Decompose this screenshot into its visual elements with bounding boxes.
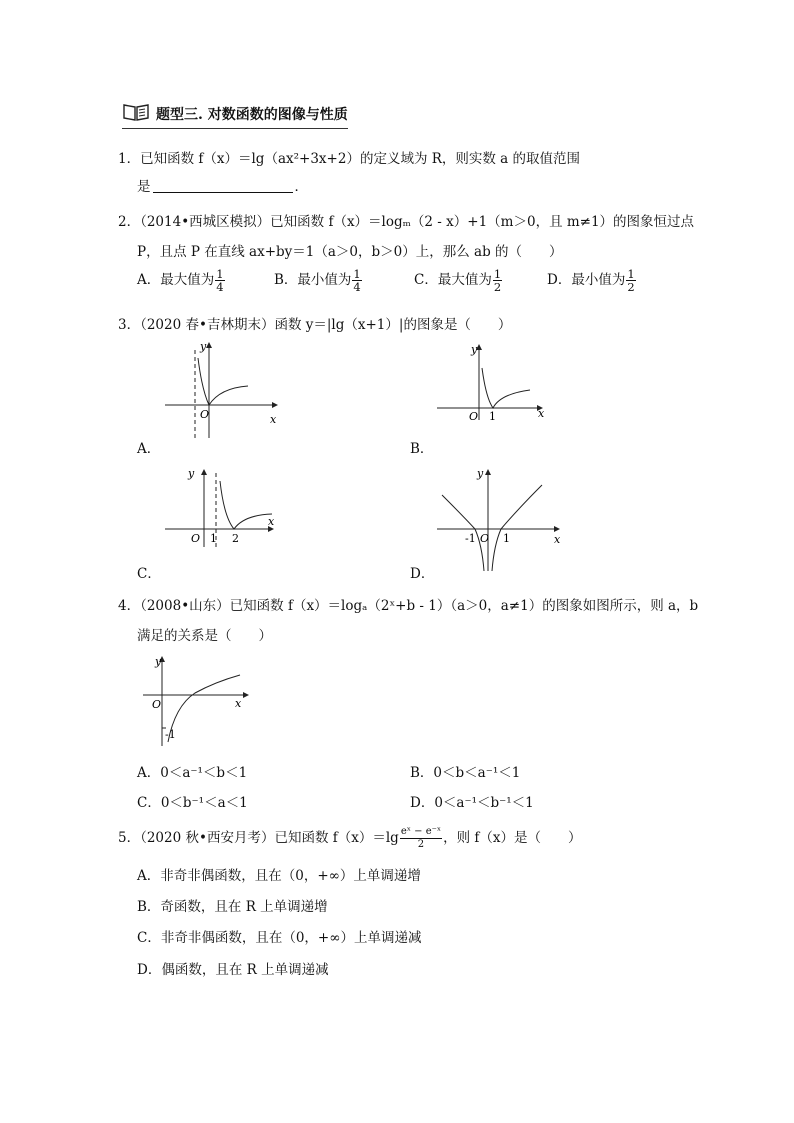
origin-label: O [152,698,162,711]
origin-label: O [480,532,490,545]
tick-label-neg-1: -1 [165,728,176,741]
q5-option-a[interactable]: A．非奇非偶函数，且在（0，+∞）上单调递增 [137,868,421,884]
q3-graph-a [160,340,290,444]
y-label: y [471,343,478,356]
q5-option-d[interactable]: D．偶函数，且在 R 上单调递减 [137,962,329,978]
q3-graph-c [160,465,290,554]
q3-line1: 3．（2020 春•吉林期末）函数 y＝|lg（x+1）|的图象是（ ） [118,317,512,333]
q2-option-c[interactable]: C．最大值为 $\frac{1}{2}$ [414,267,502,294]
q3-option-c[interactable]: C． [137,566,161,582]
origin-label: O [469,410,479,423]
q1-line2: 是 ． [137,179,308,195]
q4-line1: 4．（2008•山东）已知函数 f（x）＝logₐ（2ˣ+b - 1）（a＞0，a≠1）的图象如图所示，则 a，b [118,598,699,614]
q4-line2: 满足的关系是（ ） [137,628,272,644]
q3-graph-b [432,340,562,434]
q3-option-a[interactable]: A． [137,441,161,457]
q2-line1: 2．（2014•西城区模拟）已知函数 f（x）＝logₘ（2 - x）+1（m＞0，且 m≠1）的图象恒过点 [118,214,695,230]
q3-option-b[interactable]: B． [410,441,434,457]
q4-option-b[interactable]: B．0＜b＜a⁻¹＜1 [410,765,521,781]
q1-line1: 1．已知函数 f（x）＝lg（ax²+3x+2）的定义域为 R，则实数 a 的取值范围 [118,151,581,167]
y-label: y [155,655,162,668]
q5-option-c[interactable]: C．非奇非偶函数，且在（0，+∞）上单调递减 [137,930,422,946]
q2-option-b[interactable]: B．最小值为 $\frac{1}{4}$ [274,267,361,294]
y-label: y [477,467,484,480]
tick-label-1: 1 [489,410,496,423]
y-label: y [188,467,195,480]
y-label: y [200,340,207,353]
tick-label-2: 2 [232,532,239,545]
tick-label-1: 1 [503,532,510,545]
x-label: x [235,697,242,710]
x-label: x [554,533,561,546]
q3-option-d[interactable]: D． [410,566,435,582]
origin-label: O [191,532,201,545]
tick-label-neg-1: -1 [465,532,476,545]
answer-blank[interactable] [153,180,293,193]
x-label: x [538,407,545,420]
tick-label-1: 1 [210,532,217,545]
q4-option-c[interactable]: C．0＜b⁻¹＜a＜1 [137,795,248,811]
x-label: x [270,413,277,426]
q3-graph-d [432,465,572,579]
origin-label: O [200,408,210,421]
q4-option-d[interactable]: D．0＜a⁻¹＜b⁻¹＜1 [410,795,534,811]
q4-graph [135,650,265,754]
q5-line1: 5．（2020 秋•西安月考）已知函数 f（x）＝lg $\frac{\text{eˣ − e⁻ˣ}}{2}$ ，则 f（x）是（ ） [118,826,582,850]
section-title: 题型三. 对数函数的图像与性质 [122,104,348,129]
q2-option-a[interactable]: A．最大值为 $\frac{1}{4}$ [137,267,224,294]
q2-line2: P，且点 P 在直线 ax+by＝1（a＞0，b＞0）上，那么 ab 的（ ） [137,244,563,260]
q5-option-b[interactable]: B．奇函数，且在 R 上单调递增 [137,899,328,915]
q2-option-d[interactable]: D．最小值为 $\frac{1}{2}$ [547,267,635,294]
book-icon [122,102,150,126]
x-label: x [268,515,275,528]
q4-option-a[interactable]: A．0＜a⁻¹＜b＜1 [137,765,248,781]
